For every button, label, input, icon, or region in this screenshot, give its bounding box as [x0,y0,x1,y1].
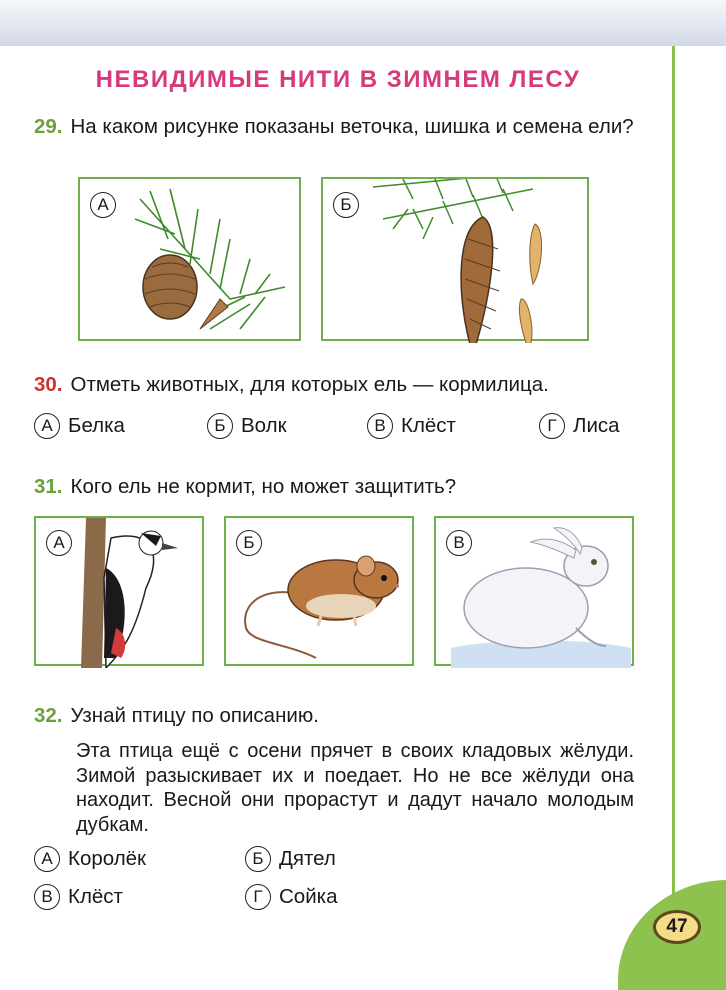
top-band [0,0,726,46]
picture-woodpecker[interactable] [34,516,204,666]
picture-letter: Б [333,192,359,218]
question-30 [34,372,654,397]
option-32-a[interactable] [34,846,146,872]
question-29-text: На каком рисунке показаны веточка, шишка и семена ели? [70,115,634,138]
question-32 [34,703,654,728]
question-32-description: Эта птица ещё с осени прячет в своих кладовых жёлуди. Зимой разыскивает их и поедает. Но не все жёлуди она находит. Весной они прорастут и дадут начало молодым дубкам. [76,740,634,836]
question-29-number: 29. [34,115,63,138]
mouse-illustration [226,518,416,668]
option-30-a[interactable] [34,413,125,439]
option-letter: В [367,413,393,439]
spruce-branch-illustration [323,179,591,343]
option-letter: Б [245,846,271,872]
option-letter: А [34,846,60,872]
question-32-text: Узнай птицу по описанию. [70,704,319,727]
option-32-b[interactable] [245,846,336,872]
question-31-text: Кого ель не кормит, но может защитить? [70,475,457,498]
page-title: НЕВИДИМЫЕ НИТИ В ЗИМНЕМ ЛЕСУ [95,66,581,93]
question-30-number: 30. [34,373,63,396]
option-label: Волк [241,414,287,437]
picture-letter: А [90,192,116,218]
picture-letter: А [46,530,72,556]
question-30-text: Отметь животных, для которых ель — кормилица. [70,373,549,396]
page-number: 47 [653,910,701,944]
option-label: Сойка [279,885,338,908]
question-29 [34,114,634,139]
question-31 [34,474,654,499]
margin-line [672,46,675,906]
option-30-c[interactable] [367,413,456,439]
picture-letter: Б [236,530,262,556]
option-label: Дятел [279,847,336,870]
option-letter: Г [539,413,565,439]
option-30-d[interactable] [539,413,620,439]
option-32-c[interactable] [34,884,123,910]
hare-illustration [436,518,636,668]
option-letter: Б [207,413,233,439]
option-letter: Г [245,884,271,910]
option-label: Клёст [401,414,456,437]
option-label: Лиса [573,414,620,437]
picture-spruce-branch[interactable] [321,177,589,341]
question-32-number: 32. [34,704,63,727]
option-label: Белка [68,414,125,437]
picture-mouse[interactable] [224,516,414,666]
option-label: Клёст [68,885,123,908]
option-label: Королёк [68,847,147,870]
option-letter: В [34,884,60,910]
picture-pine-branch[interactable] [78,177,301,341]
pine-branch-illustration [80,179,303,343]
option-32-d[interactable] [245,884,337,910]
woodpecker-illustration [36,518,206,668]
option-letter: А [34,413,60,439]
picture-hare[interactable] [434,516,634,666]
question-31-number: 31. [34,475,63,498]
option-30-b[interactable] [207,413,287,439]
picture-letter: В [446,530,472,556]
